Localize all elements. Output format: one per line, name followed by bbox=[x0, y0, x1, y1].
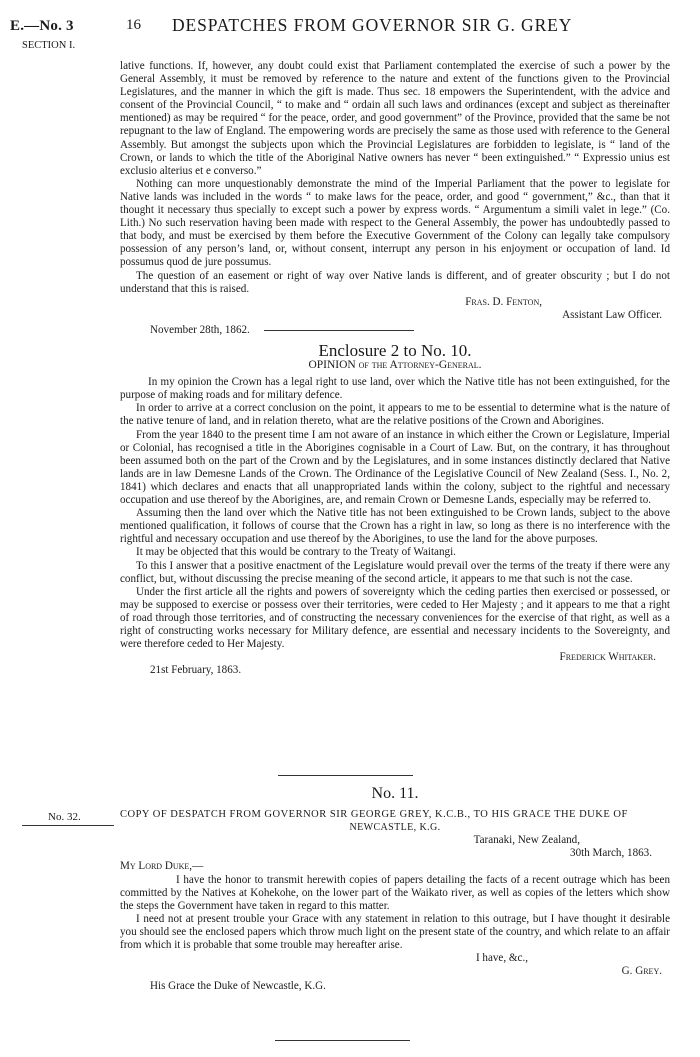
body-paragraph: Assuming then the land over which the Native title has not been extinguished to be Crown lands, subject to the above mentioned qualification, it follows of course that the Crown has a right in law, so long as there is no interference with the rightful and necessary occupation and use thereof by the Aborigines, to use the land for the above purposes. bbox=[120, 507, 670, 546]
body-paragraph: Under the first article all the rights and powers of sovereignty which the ceding parties then exercised or possessed, or may be supposed to exercise or possess over their territories, were ceded to Her Majesty ; and it appears to me that a right of road through those territories, and of constructing the necessary conveniences for the exercise of that right, as well as a right of constructing works necessary for Military defence, are essential and necessary incidents to the Sovereignty, and were therefore ceded to Her Majesty. bbox=[120, 585, 670, 651]
despatch-heading: COPY OF DESPATCH FROM GOVERNOR SIR GEORGE GREY, K.C.B., TO HIS GRACE THE DUKE OF bbox=[120, 809, 628, 821]
despatch-section bbox=[120, 787, 670, 993]
page-number: 16 bbox=[126, 17, 141, 33]
enclosure-subtitle: OPINION of the Attorney-General. bbox=[308, 359, 482, 372]
enclosure-date: 21st February, 1863. bbox=[150, 664, 242, 677]
body-paragraph: lative functions. If, however, any doubt could exist that Parliament contemplated the exercise of such a power by the General Assembly, it must be removed by reference to the nature and extent of the functions given to the Provincial Legislatures, and the manner in which the gift is made. Thus sec. 18 empowers the Superintendent, with the advice and consent of the Provincial Council, “ to make and “ ordain all such laws and ordinances (except and subject as thereinafter mentioned) as may be required “ for the peace, order, and good government” of the Province, provided that the same be not repugnant to the law of England. The empowering words are precisely the same as those used with reference to the General Assembly. But amongst the subjects upon which the Provincial Legislatures are forbidden to legislate, is “ land of the Crown, or lands to which the title of the Aboriginal Native owners has never “ been extinguished.” “ Expressio unius est exclusio alterius et e converso.” bbox=[120, 60, 670, 177]
body-paragraph: I have the honor to transmit herewith copies of papers detailing the facts of a recent outrage which has been committed by the Natives at Kohekohe, on the lower part of the Waikato river, as well as copies of the letters which show the steps the Government have taken in regard to this matter. bbox=[120, 873, 670, 912]
margin-reference-number: No. 32. bbox=[48, 811, 81, 823]
margin-rule bbox=[22, 825, 114, 826]
despatch-heading-continued: NEWCASTLE, K.G. bbox=[349, 822, 441, 834]
signature-name: Frederick Whitaker. bbox=[559, 651, 656, 664]
enclosure-section bbox=[120, 341, 670, 677]
signature-name: Fras. D. Fenton, bbox=[465, 295, 542, 308]
closing: I have, &c., bbox=[475, 952, 528, 965]
signature-title: Assistant Law Officer. bbox=[562, 308, 662, 321]
body-paragraph: Nothing can more unquestionably demonstrate the mind of the Imperial Parliament that the power to legislate for Native lands was included in the words “ to make laws for the peace, order, and good “ government,” &c., than that it thought it necessary thus specially to except such a power by express words. “ Argumentum a simili valet in lege.” (Co. Lith.) No such reservation having been made with respect to the General Assembly, the power has undoubtedly passed to that body, and must be exercised by them before the Executive Government of the Colony can legally take compulsory possession of any person’s land, or, without consent, interrupt any person in his enjoyment or occupation of land. Id possumus quod de jure possumus. bbox=[120, 177, 670, 269]
section-label: SECTION I. bbox=[22, 40, 76, 51]
body-paragraph: In order to arrive at a correct conclusion on the point, it appears to me to be essential to determine what is the nature of the native tenure of land, and in relation thereto, what are the relative positions of the Crown and Aborigines. bbox=[120, 402, 670, 428]
addressee: His Grace the Duke of Newcastle, K.G. bbox=[150, 980, 326, 993]
fenton-opinion-section bbox=[120, 60, 670, 337]
body-paragraph: I need not at present trouble your Grace with any statement in relation to this outrage, but I have thought it desirable you should see the enclosed papers which throw much light on the present state of the country, and which relate to an affair from which it is probable that some trouble may hereafter arise. bbox=[120, 912, 670, 952]
body-paragraph: In my opinion the Crown has a legal right to use land, over which the Native title has not been extinguished, for the purpose of making roads and for military defence. bbox=[120, 376, 670, 402]
signature-name: G. Grey. bbox=[621, 965, 662, 978]
document-reference: E.—No. 3 bbox=[10, 18, 74, 34]
body-paragraph: From the year 1840 to the present time I am not aware of an instance in which either the Crown or Legislature, Imperial or Colonial, has recognised a title in the Aborigines cognisable in a Court of Law. But, on the contrary, it has throughout been assumed both on the part of the Crown and by the Legislatures, and in some instances distinctly declared that Native lands are in law Demesne Lands of the Crown. The Ordinance of the Legislative Council of New Zealand (Sess. I., No. 2, 1841) which declares and enacts that all unappropriated lands within the colony, subject to the rightful and necessary occupation and use thereof by the Aborigines, are, and remain Crown or Demesne Lands, especially may be referred to. bbox=[120, 428, 670, 507]
salutation: My Lord Duke,— bbox=[120, 860, 204, 873]
despatch-number: No. 11. bbox=[371, 785, 419, 802]
despatch-place: Taranaki, New Zealand, bbox=[473, 834, 580, 847]
opinion-date: November 28th, 1862. bbox=[150, 323, 250, 336]
running-title: DESPATCHES FROM GOVERNOR SIR G. GREY bbox=[172, 15, 573, 35]
section-rule bbox=[278, 775, 413, 776]
body-paragraph: To this I answer that a positive enactment of the Legislature would prevail over the terms of the treaty if there were any conflict, but, without discussing the precise meaning of the second article, it appears to me that such is not the case. bbox=[120, 559, 670, 585]
section-rule bbox=[275, 1040, 410, 1041]
body-paragraph: It may be objected that this would be contrary to the Treaty of Waitangi. bbox=[136, 546, 456, 559]
despatch-date: 30th March, 1863. bbox=[570, 847, 652, 860]
body-paragraph: The question of an easement or right of way over Native lands is different, and of greater obscurity ; but I do not understand that this is raised. bbox=[120, 269, 670, 295]
section-rule bbox=[264, 330, 414, 331]
enclosure-title: Enclosure 2 to No. 10. bbox=[318, 341, 472, 360]
